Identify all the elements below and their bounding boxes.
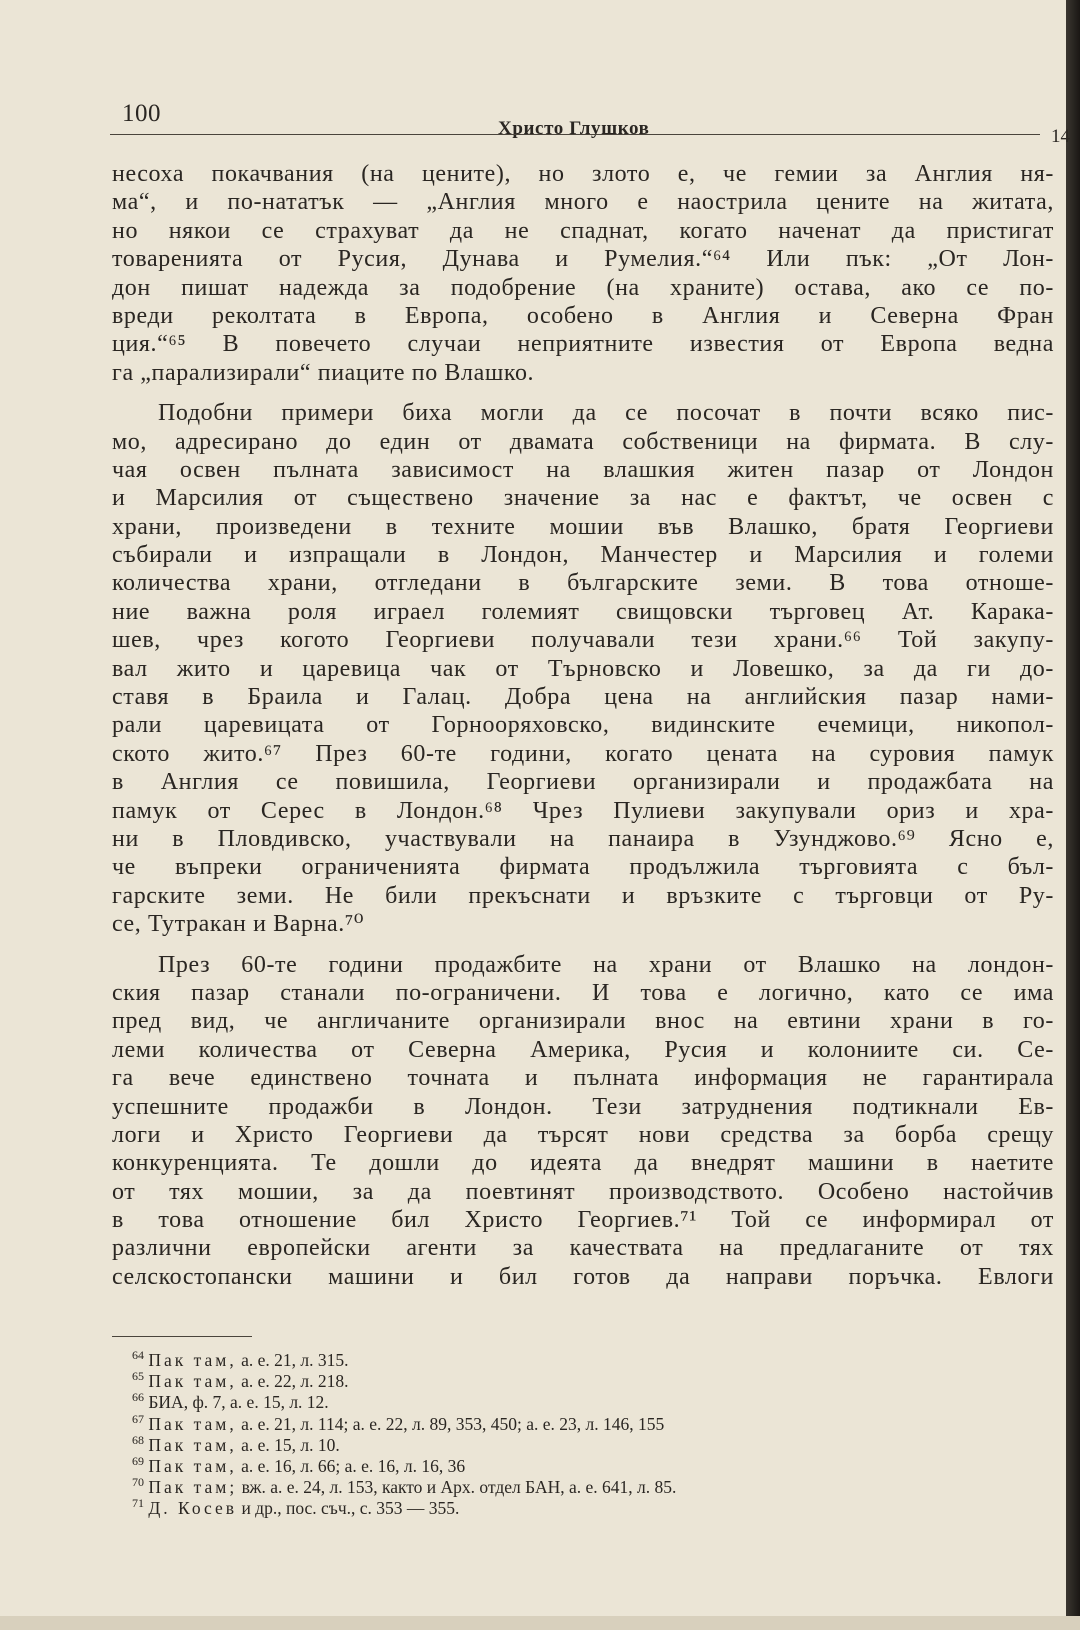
- text-line: от тях мошии, за да поевтинят производството. Особено настойчив: [112, 1178, 1054, 1205]
- text-line: През 60-те години продажбите на храни от Влашко на лондон-: [158, 951, 1054, 978]
- footnote: [132, 1498, 1052, 1519]
- text-line: рали царевицата от Горнооряховско, видинските ечемици, никопол-: [112, 712, 1054, 739]
- text-line: дон пишат надежда за подобрение (на храните) остава, ако се по-: [112, 274, 1054, 301]
- text-line: вреди реколтата в Европа, особено в Англия и Северна Фран: [112, 302, 1054, 329]
- text-line: събирали и изпращали в Лондон, Манчестер и Марсилия и големи: [112, 542, 1054, 569]
- paragraph-3: [112, 951, 1054, 1292]
- footnote-text: а. е. 16, л. 66; а. е. 16, л. 16, 36: [236, 1455, 466, 1476]
- text-line: памук от Серес в Лондон.⁶⁸ Чрез Пулиеви закупували ориз и хра-: [112, 797, 1054, 824]
- text-line: ското жито.⁶⁷ През 60-те години, когато цената на суровия памук: [112, 740, 1054, 767]
- paragraph-1: [112, 160, 1054, 387]
- text-line: ския пазар станали по-ограничени. И това е логично, като се има: [112, 979, 1054, 1006]
- footnote-number: 67: [132, 1413, 144, 1426]
- text-line: в Англия се повишила, Георгиеви организирали и продажбата на: [112, 769, 1054, 796]
- body-text: [112, 160, 1054, 1291]
- running-header: [110, 98, 1070, 158]
- text-line: га „парализирали“ пиаците по Влашко.: [112, 359, 535, 386]
- text-line: успешните продажби в Лондон. Тези затруднения подтикнали Ев-: [112, 1093, 1054, 1120]
- text-line: логи и Христо Георгиеви да търсят нови средства за борба срещу: [112, 1121, 1054, 1148]
- text-line: ставя в Браила и Галац. Добра цена на английския пазар нами-: [112, 684, 1054, 711]
- footnote: [132, 1350, 1052, 1371]
- page-number: 100: [122, 100, 161, 127]
- footnote-lead: Пак там,: [148, 1434, 237, 1455]
- footnote-number: 66: [132, 1392, 144, 1405]
- footnote-number: 70: [132, 1477, 144, 1490]
- footnote-text: а. е. 22, л. 218.: [236, 1371, 349, 1392]
- text-line: Подобни примери биха могли да се посочат в почти всяко пис-: [158, 400, 1054, 427]
- footnote: [132, 1371, 1052, 1392]
- footnote: [132, 1477, 1052, 1498]
- footnote-number: 68: [132, 1434, 144, 1447]
- footnote-text: и др., пос. съч., с. 353 — 355.: [237, 1498, 460, 1519]
- text-line: чая освен пълната зависимост на влашкия житен пазар от Лондон: [112, 456, 1054, 483]
- text-line: различни европейски агенти за качествата на предлаганите от тях: [112, 1235, 1054, 1262]
- footnote-lead: Пак там,: [148, 1455, 237, 1476]
- footnote-number: 64: [132, 1350, 144, 1363]
- page-edge-shadow: [1066, 0, 1080, 1630]
- footnote-text: а. е. 21, л. 315.: [236, 1350, 349, 1370]
- text-line: гарските земи. Не били прекъснати и връзките с търговци от Ру-: [112, 882, 1054, 909]
- text-line: леми количества от Северна Америка, Русия и колониите си. Се-: [112, 1036, 1054, 1063]
- footnote-lead: Пак там,: [148, 1350, 237, 1370]
- footnote-lead: Пак там,: [148, 1371, 237, 1392]
- text-line: храни, произведени в техните мошии във Влашко, братя Георгиеви: [112, 513, 1054, 540]
- running-title: Христо Глушков: [498, 118, 650, 139]
- footnote: [132, 1456, 1052, 1477]
- text-line: ма“, и по-нататък — „Англия много е наострила цените на житата,: [112, 189, 1054, 216]
- footnote-number: 65: [132, 1371, 144, 1384]
- text-line: ция.“⁶⁵ В повечето случаи неприятните известия от Европа ведна: [112, 331, 1054, 358]
- footnote-lead: Пак там,: [148, 1413, 237, 1434]
- text-line: конкуренцията. Те дошли до идеята да внедрят машини в наетите: [112, 1150, 1054, 1177]
- text-line: пред вид, че англичаните организирали внос на евтини храни в го-: [112, 1008, 1054, 1035]
- page-bottom-band: [0, 1616, 1080, 1630]
- footnote-number: 69: [132, 1455, 144, 1469]
- footnote-text: а. е. 15, л. 10.: [236, 1434, 340, 1455]
- footnote-lead: Пак там;: [148, 1477, 238, 1498]
- text-line: товаренията от Русия, Дунава и Румелия.“⁶⁴ Или пък: „От Лон-: [112, 246, 1054, 273]
- text-line: и Марсилия от съществено значение за нас е фактът, че освен с: [112, 485, 1054, 512]
- footnote: [132, 1392, 1052, 1413]
- text-line: количества храни, отгледани в българските земи. В това отноше-: [112, 570, 1054, 597]
- text-line: се, Тутракан и Варна.⁷⁰: [112, 911, 365, 938]
- paragraph-2: [112, 399, 1054, 938]
- text-line: мо, адресирано до един от двамата собственици на фирмата. В слу-: [112, 428, 1054, 455]
- footnote: [132, 1414, 1052, 1435]
- text-line: селскостопански машини и бил готов да направи поръчка. Евлоги: [112, 1263, 1054, 1290]
- text-line: ние важна роля играел големият свищовски търговец Ат. Карака-: [112, 598, 1054, 625]
- text-line: вал жито и царевица чак от Търновско и Ловешко, за да ги до-: [112, 655, 1054, 682]
- footnote: [132, 1435, 1052, 1456]
- footnote-text: а. е. 21, л. 114; а. е. 22, л. 89, 353, 450; а. е. 23, л. 146, 155: [236, 1413, 665, 1434]
- text-line: в това отношение бил Христо Георгиев.⁷¹ Той се информирал от: [112, 1207, 1054, 1234]
- text-line: но някои се страхуват да не спаднат, когато начeнат да пристигат: [112, 217, 1054, 244]
- footnotes: [132, 1350, 1052, 1520]
- text-line: че въпреки ограниченията фирмата продължила търговията с бъл-: [112, 854, 1054, 881]
- text-line: га вече единствено точната и пълната информация не гарантирала: [112, 1065, 1054, 1092]
- footnote-text: БИА, ф. 7, а. е. 15, л. 12.: [148, 1392, 329, 1413]
- header-rule: [110, 134, 1040, 135]
- footnote-lead: Д. Косев: [148, 1498, 238, 1519]
- edge-page-mark: 14: [1051, 126, 1070, 147]
- text-line: шев, чрез когото Георгиеви получавали тези храни.⁶⁶ Той закупу-: [112, 627, 1054, 654]
- footnote-text: вж. а. е. 24, л. 153, както и Арх. отдел БАН, а. е. 641, л. 85.: [237, 1477, 677, 1498]
- text-line: несоха покачвания (на цените), но злото е, че гемии за Англия ня-: [112, 161, 1054, 187]
- footnote-number: 71: [132, 1498, 144, 1511]
- footnote-rule: [112, 1336, 252, 1337]
- text-line: ни в Пловдивско, участвували на панаира в Узунджово.⁶⁹ Ясно е,: [112, 825, 1054, 852]
